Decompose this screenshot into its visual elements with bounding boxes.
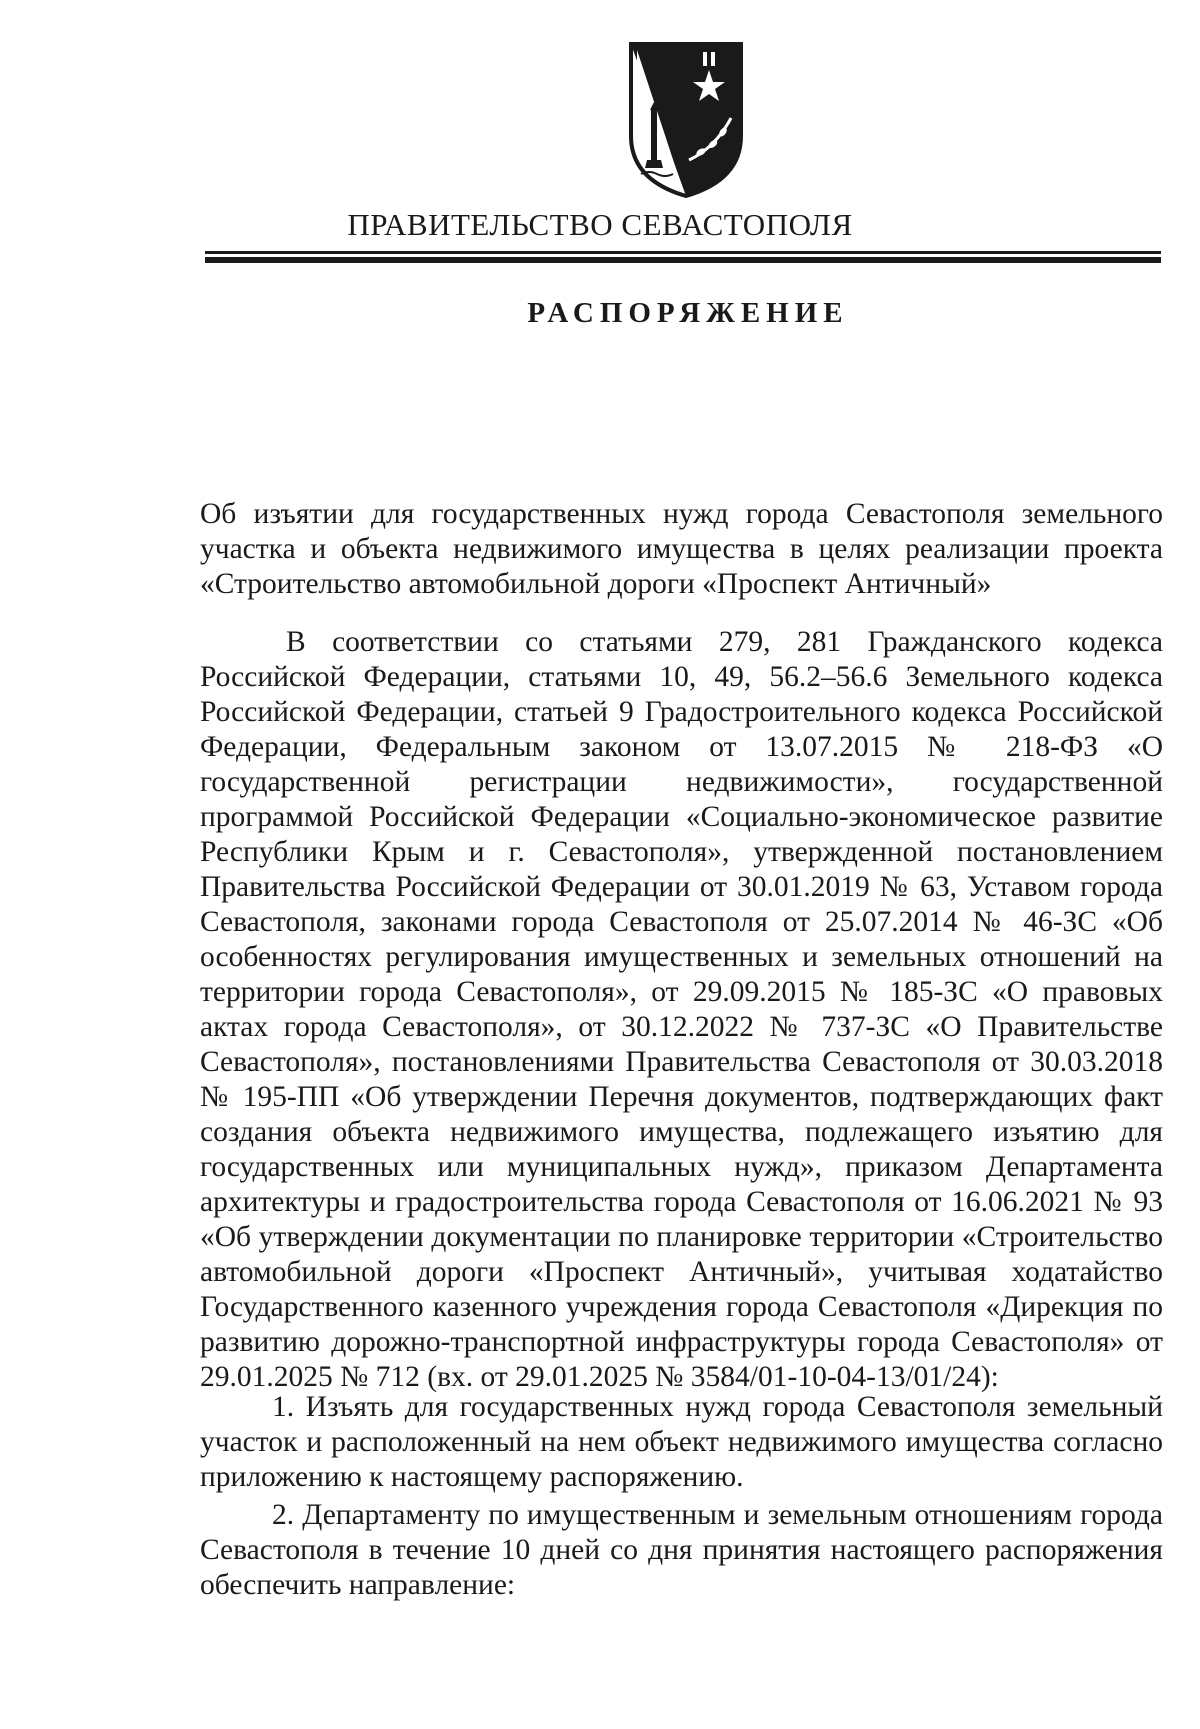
document-type-heading: РАСПОРЯЖЕНИЕ <box>527 297 849 329</box>
order-item-1: 1. Изъять для государственных нужд города Севастополя земельный участок и расположенный на нем объект недвижимого имущества согласно приложению к настоящему распоряжению. <box>200 1391 1163 1493</box>
header-rule-thin <box>205 251 1161 254</box>
header-rule-thick <box>205 257 1161 263</box>
preamble-paragraph: В соответствии со статьями 279, 281 Гражданского кодекса Российской Федерации, статьями 10, 49, 56.2–56.6 Земельного кодекса Российской Федерации, статьей 9 Градостроительного кодекса Российской Федерации, Федеральным законом от 13.07.2015 № 218-ФЗ «О государственной регистрации недвижимости», государственной программой Российской Федерации «Социально-экономическое развитие Республики Крым и г. Севастополя», утвержденной постановлением Правительства Российской Федерации от 30.01.2019 № 63, Уставом города Севастополя, законами города Севастополя от 25.07.2014 № 46-ЗС «Об особенностях регулирования имущественных и земельных отношений на территории города Севастополя», от 29.09.2015 № 185-ЗС «О правовых актах города Севастополя», от 30.12.2022 № 737-ЗС «О Правительстве Севастополя», постановлениями Правительства Севастополя от 30.03.2018 № 195-ПП «Об утверждении Перечня документов, подтверждающих факт создания объекта недвижимого имущества, подлежащего изъятию для государственных или муниципальных нужд», приказом Департамента архитектуры и градостроительства города Севастополя от 16.06.2021 № 93 «Об утверждении документации по планировке территории «Строительство автомобильной дороги «Проспект Античный», учитывая ходатайство Государственного казенного учреждения города Севастополя «Дирекция по развитию дорожно-транспортной инфраструктуры города Севастополя» от 29.01.2025 № 712 (вх. от 29.01.2025 № 3584/01-10-04-13/01/24): <box>200 626 1163 1393</box>
sevastopol-coat-of-arms-icon <box>627 40 745 198</box>
order-item-2: 2. Департаменту по имущественным и земельным отношениям города Севастополя в течение 10 дней со дня принятия настоящего распоряжения обеспечить направление: <box>200 1499 1163 1601</box>
document-subject: Об изъятии для государственных нужд города Севастополя земельного участка и объекта недвижимого имущества в целях реализации проекта «Строительство автомобильной дороги «Проспект Античный» <box>200 498 1163 600</box>
government-title: ПРАВИТЕЛЬСТВО СЕВАСТОПОЛЯ <box>347 207 853 242</box>
